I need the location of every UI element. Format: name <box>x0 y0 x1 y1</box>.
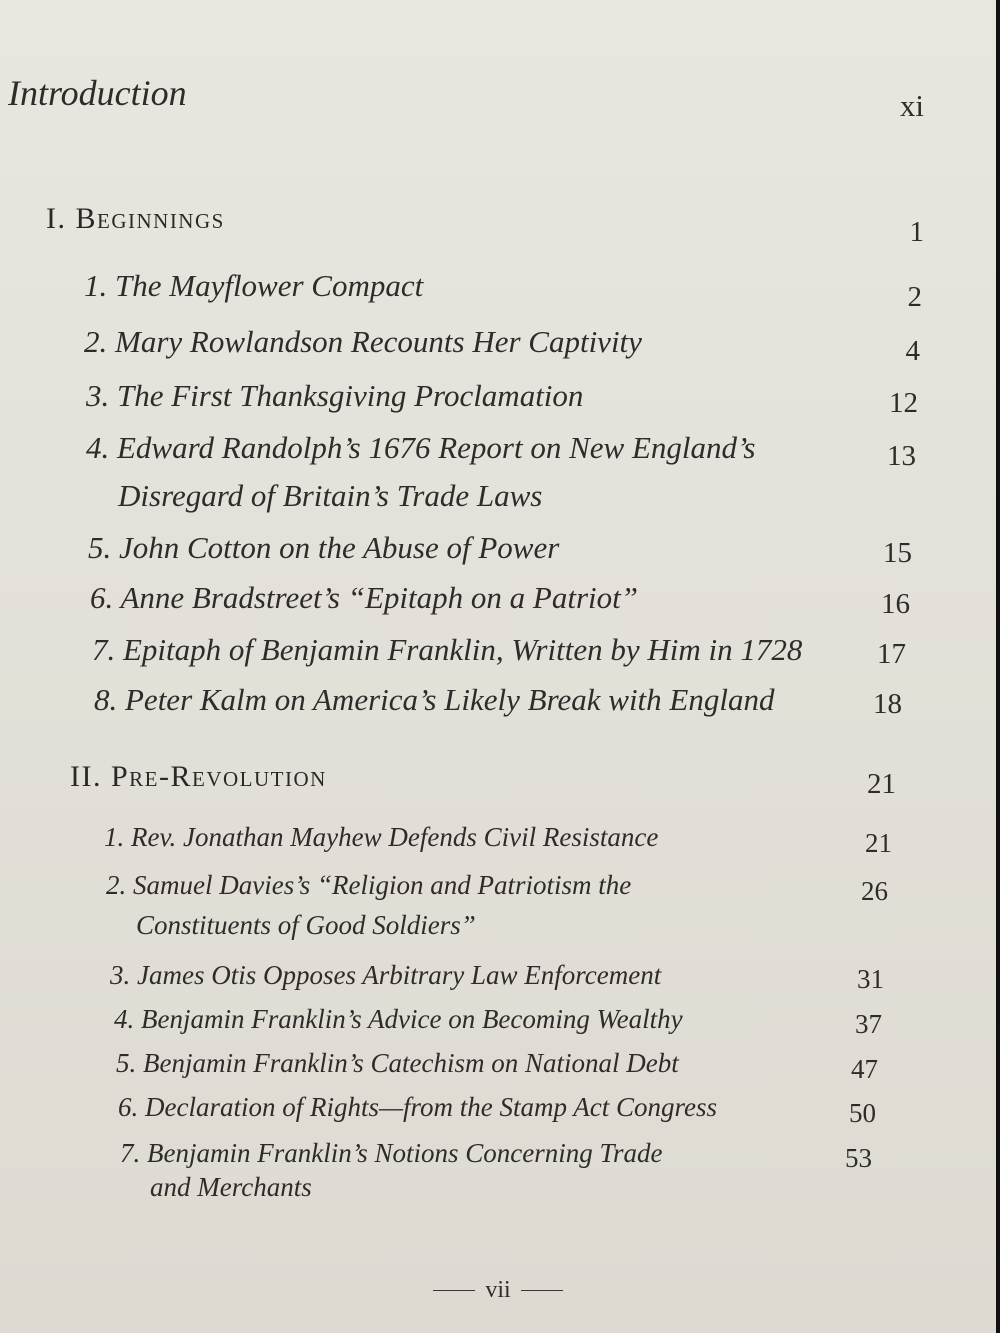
intro-page-number: xi <box>899 88 924 123</box>
toc-entry-2-5-page: 47 <box>851 1054 878 1084</box>
folio-rule-right <box>521 1290 563 1291</box>
toc-entry-2-5-title: 5. Benjamin Franklin’s Catechism on National Debt <box>116 1048 679 1078</box>
part-1-page-number: 1 <box>909 216 924 248</box>
toc-entry-2-6-title: 6. Declaration of Rights—from the Stamp Act Congress <box>118 1092 717 1122</box>
toc-entry-1-4-title: 4. Edward Randolph’s 1676 Report on New England’s <box>86 430 756 465</box>
toc-entry-2-7-page: 53 <box>845 1143 872 1173</box>
toc-entry-1-6-title: 6. Anne Bradstreet’s “Epitaph on a Patriot” <box>90 580 638 615</box>
toc-entry-2-4-title: 4. Benjamin Franklin’s Advice on Becoming Wealthy <box>114 1004 683 1034</box>
toc-entry-2-3-title: 3. James Otis Opposes Arbitrary Law Enforcement <box>110 960 662 990</box>
part-2-title: II. Pre-Revolution <box>70 760 327 793</box>
toc-entry-1-4-page: 13 <box>887 440 916 472</box>
toc-entry-2-1-title: 1. Rev. Jonathan Mayhew Defends Civil Resistance <box>104 822 659 852</box>
toc-entry-2-1-page: 21 <box>865 828 892 858</box>
toc-entry-2-6-page: 50 <box>849 1098 876 1128</box>
toc-entry-1-8-page: 18 <box>873 688 902 720</box>
toc-entry-1-4-title-cont: Disregard of Britain’s Trade Laws <box>118 478 543 513</box>
toc-entry-2-4-page: 37 <box>855 1009 882 1039</box>
toc-entry-2-2-page: 26 <box>861 876 888 906</box>
toc-entry-1-8-title: 8. Peter Kalm on America’s Likely Break with England <box>94 682 775 717</box>
part-2-page-number: 21 <box>867 768 896 800</box>
toc-entry-1-3-title: 3. The First Thanksgiving Proclamation <box>86 378 584 413</box>
toc-entry-1-7-title: 7. Epitaph of Benjamin Franklin, Written by Him in 1728 <box>92 632 803 667</box>
folio-page-number: vii <box>485 1276 511 1303</box>
intro-title: Introduction <box>8 73 187 113</box>
toc-entry-1-3-page: 12 <box>889 387 918 419</box>
toc-entry-2-2-title: 2. Samuel Davies’s “Religion and Patriotism the <box>106 870 632 900</box>
toc-entry-1-2-page: 4 <box>905 335 920 367</box>
toc-entry-1-2-title: 2. Mary Rowlandson Recounts Her Captivity <box>84 324 642 359</box>
toc-entry-2-7-title: 7. Benjamin Franklin’s Notions Concerning Trade <box>120 1138 663 1168</box>
toc-entry-2-3-page: 31 <box>857 964 884 994</box>
part-1-title: I. Beginnings <box>46 202 225 235</box>
toc-entry-2-2-title-cont: Constituents of Good Soldiers” <box>136 910 476 940</box>
page-folio <box>0 1275 996 1305</box>
toc-entry-1-5-page: 15 <box>883 537 912 569</box>
toc-entry-1-6-page: 16 <box>881 588 910 620</box>
toc-entry-1-1-title: 1. The Mayflower Compact <box>84 268 424 303</box>
toc-entry-1-1-page: 2 <box>907 281 922 313</box>
page-edge-shadow <box>996 0 1000 1333</box>
folio-rule-left <box>433 1290 475 1291</box>
toc-entry-1-7-page: 17 <box>877 638 906 670</box>
toc-entry-1-5-title: 5. John Cotton on the Abuse of Power <box>88 530 560 565</box>
toc-entry-2-7-title-cont: and Merchants <box>150 1172 312 1202</box>
